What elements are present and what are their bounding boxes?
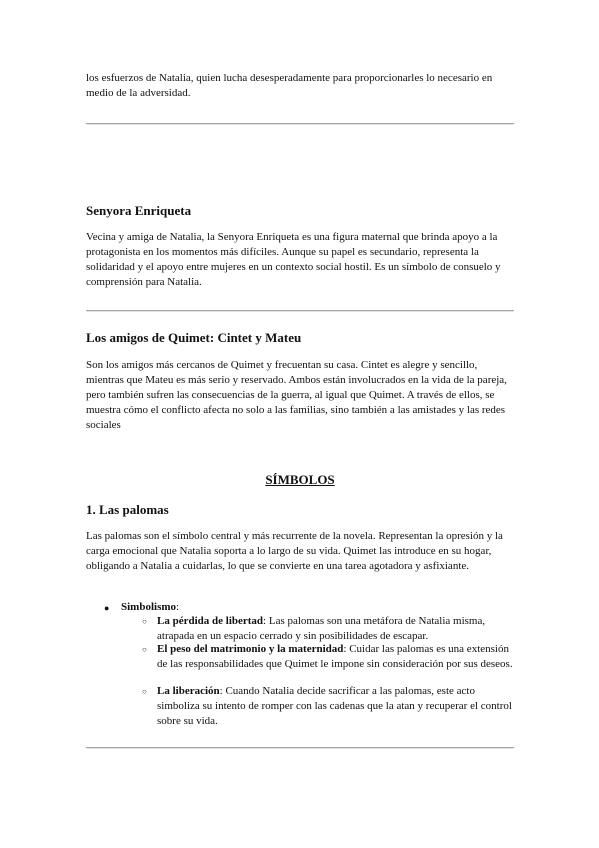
list-item-term: El peso del matrimonio y la maternidad xyxy=(157,643,344,655)
section-divider xyxy=(86,310,514,312)
list-item xyxy=(142,684,517,729)
list-item xyxy=(142,642,517,672)
section-divider xyxy=(86,747,514,749)
list-item-term: La pérdida de libertad xyxy=(157,615,264,627)
enriqueta-paragraph: Vecina y amiga de Natalia, la Senyora Enriqueta es una figura maternal que brinda apoyo a la protagonista en los momentos más difíciles. Aunque su papel es secundario, representa la solidaridad y el apoyo entre mujeres en un contexto social hostil. Es un símbolo de consuelo y comprensión para Natalia. xyxy=(86,231,501,288)
list-item xyxy=(142,614,517,644)
list-item-text: : Las palomas son una metáfora de Natalia misma, atrapada en un espacio cerrado y sin posibilidades de escapar. xyxy=(157,615,486,642)
hollow-circle-bullet-icon: ○ xyxy=(142,617,147,626)
section-divider xyxy=(86,123,514,125)
list-item-text: : Cuidar las palomas es una extensión de las responsabilidades que Quimet le impone sin consideración por sus deseos. xyxy=(157,643,513,670)
list-item-text: : Cuando Natalia decide sacrificar a las palomas, este acto simboliza su intento de romper con las cadenas que la atan y recuperar el control sobre su vida. xyxy=(157,685,512,727)
palomas-paragraph: Las palomas son el símbolo central y más recurrente de la novela. Representan la opresión y la carga emocional que Natalia soporta a lo largo de su vida. Quimet las introduce en su hogar, obligando a Natalia a cuidarlas, lo que se convierte en una tarea agotadora y asfixiante. xyxy=(86,530,503,572)
simbolismo-label: Simbolismo xyxy=(121,601,177,613)
simbolismo-colon: : xyxy=(176,601,180,613)
amigos-paragraph: Son los amigos más cercanos de Quimet y frecuentan su casa. Cintet es alegre y sencillo, mientras que Mateu es más serio y reservado. Ambos están involucrados en la vida de la pareja, pero también sufren las consecuencias de la guerra, al igual que Quimet. A través de ellos, se muestra cómo el conflicto afecta no solo a las familias, sino también a las amistades y las redes sociales xyxy=(86,359,507,431)
enriqueta-heading: Senyora Enriqueta xyxy=(86,203,192,218)
hollow-circle-bullet-icon: ○ xyxy=(142,645,147,654)
simbolos-title: SÍMBOLOS xyxy=(265,472,335,487)
amigos-heading: Los amigos de Quimet: Cintet y Mateu xyxy=(86,330,302,345)
list-item-term: La liberación xyxy=(157,685,220,697)
hollow-circle-bullet-icon: ○ xyxy=(142,687,147,696)
intro-paragraph: los esfuerzos de Natalia, quien lucha desesperadamente para proporcionarles lo necesario en medio de la adversidad. xyxy=(86,72,493,99)
palomas-heading: 1. Las palomas xyxy=(86,502,169,517)
filled-circle-bullet-icon: ● xyxy=(104,603,110,613)
simbolismo-bullet xyxy=(121,600,179,615)
